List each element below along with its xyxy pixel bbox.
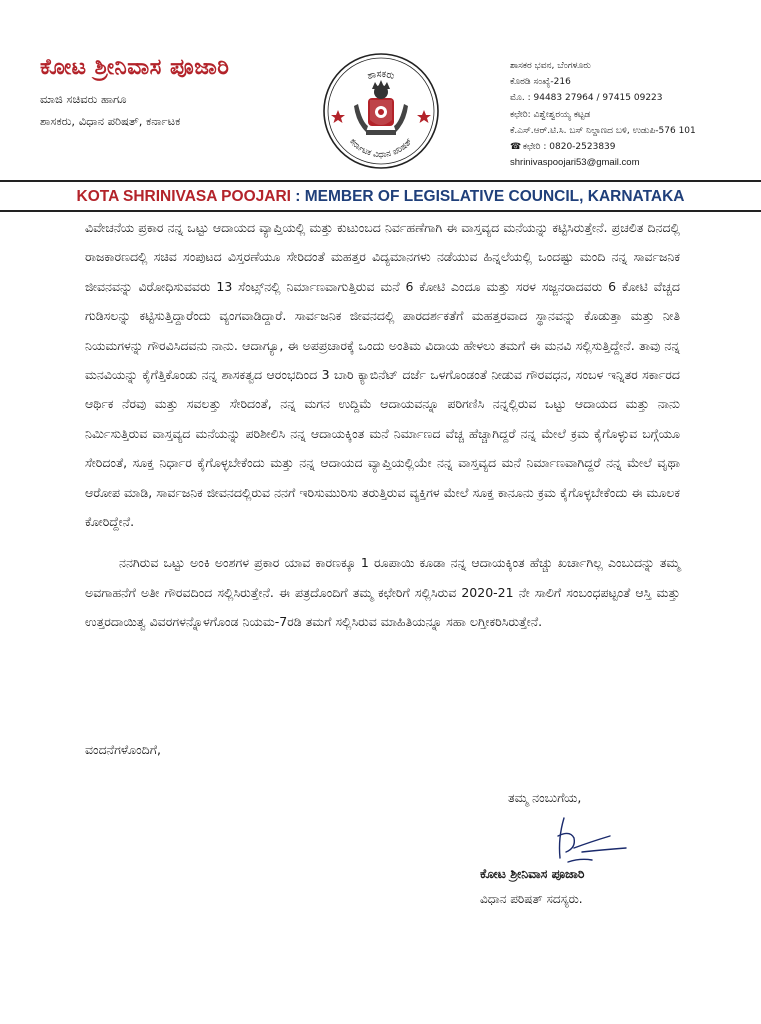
- contact-address: ಶಾಸಕರ ಭವನ, ಬೆಂಗಳೂರು: [510, 61, 591, 71]
- contact-phone: ಕಛೇರಿ : 0820-2523839: [522, 142, 616, 153]
- contact-office-address: ಕೆ.ಎಸ್.ಆರ್.ಟಿ.ಸಿ. ಬಸ್ ನಿಲ್ದಾಣದ ಬಳಿ, ಉಡುಪಿ-576 101: [510, 125, 696, 136]
- phone-icon: ☎: [510, 142, 522, 153]
- letter-paragraph-2: ನನಗಿರುವ ಒಟ್ಟು ಅಂಕಿ ಅಂಶಗಳ ಪ್ರಕಾರ ಯಾವ ಕಾರಣಕ್ಕೂ 1 ರೂಪಾಯಿ ಕೂಡಾ ನನ್ನ ಆದಾಯಕ್ಕಿಂತ ಹೆಚ್ಚು ಖರ್ಚಾಗಿಲ್ಲ ಎಂಬುದನ್ನು ತಮ್ಮ ಅವಗಾಹನೆಗೆ ಅತೀ ಗೌರವದಿಂದ ಸಲ್ಲಿಸಿರುತ್ತೇನೆ. ಈ ಪತ್ರದೊಂದಿಗೆ ತಮ್ಮ ಕಛೇರಿಗೆ ಸಲ್ಲಿಸಿರುವ 2020-21 ನೇ ಸಾಲಿಗೆ ಸಂಬಂಧಪಟ್ಟಂತೆ ಆಸ್ತಿ ಮತ್ತು ಉತ್ತರದಾಯಿತ್ವ ವಿವರಗಳನ್ನೊಳಗೊಂಡ ನಿಯಮ-7ರಡಿ ತಮಗೆ ಸಲ್ಲಿಸಿರುವ ಮಾಹಿತಿಯನ್ನೂ ಸಹಾ ಲಗ್ತೀಕರಿಸಿರುತ್ತೇನೆ.: [85, 555, 680, 630]
- letter-paragraph-1: ವಿವೇಚನೆಯ ಪ್ರಕಾರ ನನ್ನ ಒಟ್ಟು ಆದಾಯದ ವ್ಯಾಪ್ತಿಯಲ್ಲಿ ಮತ್ತು ಕುಟುಂಬದ ನಿರ್ವಹಣೆಗಾಗಿ ಈ ವಾಸ್ತವ್ಯದ ಮನೆಯನ್ನು ಕಟ್ಟಿಸಿರುತ್ತೇನೆ. ಪ್ರಚಲಿತ ದಿನದಲ್ಲಿ ರಾಜಕಾರಣದಲ್ಲಿ ಸಚಿವ ಸಂಪುಟದ ವಿಸ್ತರಣೆಯೂ ಸೇರಿದಂತೆ ಮಹತ್ತರ ವಿದ್ಯಮಾನಗಳು ನಡೆಯುವ ಹಿನ್ನಲೆಯಲ್ಲಿ ಒಂದಷ್ಟು ಮಂದಿ ನನ್ನ ಸಾರ್ವಜನಿಕ ಜೀವನವನ್ನು ವಿರೋಧಿಸುವವರು 13 ಸೆಂಟ್ಸ್‌ನಲ್ಲಿ ನಿರ್ಮಾಣವಾಗುತ್ತಿರುವ ಮನೆ 6 ಕೋಟಿ ಎಂದೂ ಮತ್ತು ಸರಳ ಸಜ್ಜನರಾದವರು 6 ಕೋಟಿ ವೆಚ್ಚದ ಗುಡಿಸಲನ್ನು ಕಟ್ಟಿಸುತ್ತಿದ್ದಾರೆಂದು ವ್ಯಂಗವಾಡಿದ್ದಾರೆ. ಸಾರ್ವಜನಿಕ ಜೀವನದಲ್ಲಿ ಪಾರದರ್ಶಕತೆಗೆ ಮಹತ್ತರವಾದ ಸ್ಥಾನವನ್ನು ಕೊಡುತ್ತಾ ಮತ್ತು ನೀತಿ ನಿಯಮಗಳನ್ನು ಗೌರವಿಸಿದವನು ನಾನು. ಆದಾಗ್ಯೂ, ಈ ಅಪಪ್ರಚಾರಕ್ಕೆ ಒಂದು ಅಂತಿಮ ವಿದಾಯ ಹೇಳಲು ತಮಗೆ ಈ ಮನವಿ ಸಲ್ಲಿಸುತ್ತಿದ್ದೇನೆ. ತಾವು ನನ್ನ ಮನವಿಯನ್ನು ಕೈಗೆತ್ತಿಕೊಂಡು ನನ್ನ ಶಾಸಕತ್ವದ ಆರಂಭದಿಂದ 3 ಬಾರಿ ಕ್ಯಾಬಿನೆಟ್ ದರ್ಜೆ ಒಳಗೊಂಡಂತೆ ನೀಡುವ ಗೌರವಧನ, ಸಂಬಳ ಇನ್ನಿತರ ಸರ್ಕಾರದ ಆರ್ಥಿಕ ನೆರವು ಮತ್ತು ಸವಲತ್ತು ಸೇರಿದಂತೆ, ನನ್ನ ಮಗನ ಉದ್ದಿಮೆ ಆದಾಯವನ್ನೂ ಪರಿಗಣಿಸಿ ನನ್ನಲ್ಲಿರುವ ಒಟ್ಟು ಆದಾಯದ ಮತ್ತು ನಾನು ನಿರ್ಮಿಸುತ್ತಿರುವ ವಾಸ್ತವ್ಯದ ಮನೆಯನ್ನು ಪರಿಶೀಲಿಸಿ ನನ್ನ ಆದಾಯಕ್ಕಿಂತ ಮನೆ ನಿರ್ಮಾಣದ ವೆಚ್ಚ ಹೆಚ್ಚಾಗಿದ್ದರೆ ನನ್ನ ಮೇಲೆ ಕ್ರಮ ಕೈಗೊಳ್ಳುವ ಬಗ್ಗೆಯೂ ಸೇರಿದಂತೆ, ಸೂಕ್ತ ನಿರ್ಧಾರ ಕೈಗೊಳ್ಳಬೇಕೆಂದು ಮತ್ತು ನನ್ನ ಆದಾಯದ ವ್ಯಾಪ್ತಿಯಲ್ಲಿಯೇ ನನ್ನ ವಾಸ್ತವ್ಯದ ಮನೆ ನಿರ್ಮಾಣವಾಗಿದ್ದರೆ ನನ್ನ ಮೇಲೆ ವೃಥಾ ಆರೋಪ ಮಾಡಿ, ಸಾರ್ವಜನಿಕ ಜೀವನದಲ್ಲಿರುವ ನನಗೆ ಇರಿಸುಮುರಿಸು ತರುತ್ತಿರುವ ವ್ಯಕ್ತಿಗಳ ಮೇಲೆ ಸೂಕ್ತ ಕಾನೂನು ಕ್ರಮ ಕೈಗೊಳ್ಳಬೇಕೆಂದು ಈ ಮೂಲಕ ಕೋರಿದ್ದೇನೆ.: [85, 220, 680, 530]
- header-divider-bottom: [0, 210, 761, 212]
- signatory-role: ವಿಧಾನ ಪರಿಷತ್ ಸದಸ್ಯರು.: [480, 892, 583, 906]
- emblem-top-text: ಶಾಸಕರು: [366, 68, 396, 82]
- contact-phone-row: [510, 139, 760, 155]
- salutation: ವಂದನೆಗಳೊಂದಿಗೆ,: [85, 742, 161, 757]
- handwritten-signature: [530, 808, 630, 870]
- contact-room: ಕೊಠಡಿ ಸಂಖ್ಯೆ-216: [510, 77, 571, 88]
- title-name: KOTA SHRINIVASA POOJARI: [76, 188, 291, 205]
- svg-text:ಶಾಸಕರು: [366, 69, 395, 82]
- letterhead-name: ಕೋಟ ಶ್ರೀನಿವಾಸ ಪೂಜಾರಿ: [40, 55, 230, 80]
- contact-office: ಕಛೇರಿ: ವಿಶ್ವೇಶ್ವರಯ್ಯ ಕಟ್ಟಡ: [510, 109, 591, 120]
- council-emblem-icon: [322, 52, 440, 170]
- letter-body: [85, 213, 680, 637]
- title-designation: : MEMBER OF LEGISLATIVE COUNCIL, KARNATAKA: [290, 188, 685, 205]
- letterhead-title: [0, 188, 761, 206]
- signatory-name: ಕೋಟ ಶ್ರೀನಿವಾಸ ಪೂಜಾರಿ: [480, 866, 585, 881]
- letterhead-subtitle-2: ಶಾಸಕರು, ವಿಧಾನ ಪರಿಷತ್, ಕರ್ನಾಟಕ: [40, 114, 181, 128]
- contact-email[interactable]: shrinivaspoojari53@gmail.com: [510, 157, 640, 169]
- emblem-bottom-text: ಕರ್ನಾಟಕ ವಿಧಾನ ಪರಿಷತ್: [347, 136, 415, 161]
- letterhead-subtitle-1: ಮಾಜಿ ಸಚಿವರು ಹಾಗೂ: [40, 92, 127, 106]
- closing-line: ತಮ್ಮ ನಂಬುಗೆಯ,: [508, 790, 582, 805]
- contact-mobile: ಮೊ. : 94483 27964 / 97415 09223: [510, 93, 663, 104]
- letterhead: [0, 0, 761, 205]
- header-divider-top: [0, 180, 761, 182]
- contact-block: [510, 58, 760, 171]
- svg-text:ಕರ್ನಾಟಕ ವಿಧಾನ ಪರಿಷತ್: [347, 137, 414, 160]
